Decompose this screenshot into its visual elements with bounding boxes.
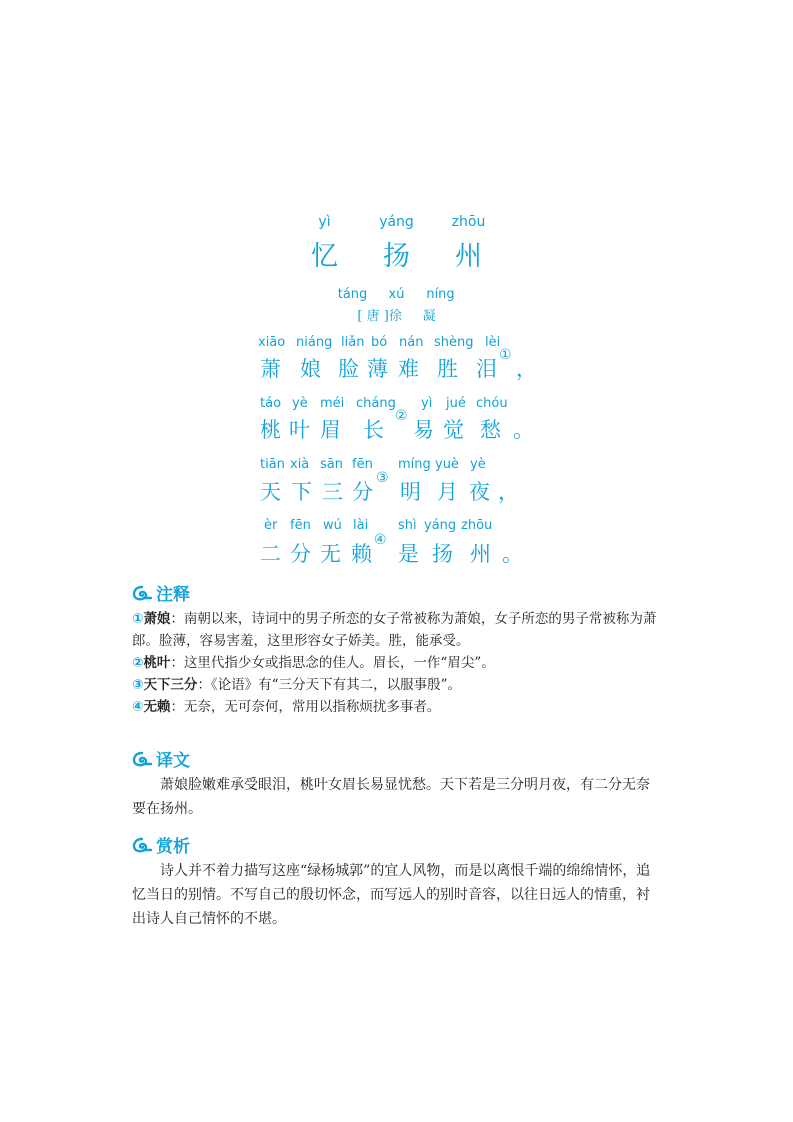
note-number: ③ [132, 677, 144, 693]
dynasty-close: ] [383, 309, 389, 324]
note-text: ：《论语》有“三分天下有其二，以服事殷”。 [197, 677, 461, 693]
note-marker-4: ④ [374, 532, 387, 548]
note-term: 天下三分 [143, 677, 198, 693]
note-marker-3: ③ [376, 470, 389, 486]
note-number: ① [132, 611, 144, 627]
poem-char: 薄 [367, 357, 388, 381]
note-marker-2: ② [395, 408, 408, 424]
pinyin: yè [292, 396, 308, 411]
poem-char: 娘 [300, 357, 321, 381]
author-line [0, 305, 793, 324]
pinyin: nán [399, 335, 424, 350]
poem-char: 二 [260, 542, 281, 566]
poem-char: 扬 [432, 542, 453, 566]
pinyin: táo [260, 396, 282, 411]
pinyin: tiān [260, 457, 285, 472]
title-pinyin-1: yì [318, 214, 331, 230]
pinyin: lèi [485, 335, 501, 350]
poem-char: 分 [352, 480, 373, 504]
translation-title: 译文 [156, 751, 190, 771]
poem-char: 难 [398, 357, 419, 381]
title-char-2: 扬 [383, 241, 410, 272]
note-text: ：这里代指少女或指思念的佳人。眉长，一作“眉尖”。 [170, 655, 495, 671]
dynasty-open: [ [357, 309, 363, 324]
author-pinyin-2: xú [388, 287, 405, 302]
poem-char: 三 [322, 480, 343, 504]
punctuation: 。 [513, 418, 534, 442]
pinyin: míng [398, 457, 431, 472]
pinyin: yì [421, 396, 433, 411]
pinyin: yè [470, 457, 486, 472]
poem-char: 下 [291, 480, 312, 504]
pinyin: shì [398, 518, 417, 533]
poem-char: 分 [290, 542, 311, 566]
pinyin: lài [353, 518, 369, 533]
note-item [132, 696, 662, 718]
pinyin: wú [323, 518, 342, 533]
translation-header [132, 746, 190, 771]
punctuation: ， [516, 357, 537, 381]
poem-char: 赖 [351, 542, 372, 566]
pinyin: cháng [356, 396, 396, 411]
notes-title: 注释 [156, 585, 190, 605]
poem-char: 夜 [469, 480, 490, 504]
pinyin: liǎn [341, 335, 365, 350]
author-name-2: 凝 [422, 309, 436, 324]
poem-char: 叶 [289, 418, 310, 442]
note-term: 萧娘 [143, 611, 171, 627]
pinyin: èr [264, 518, 278, 533]
title-char-1: 忆 [311, 241, 338, 272]
pinyin: jué [446, 396, 466, 411]
swirl-icon [132, 585, 152, 601]
poem-char: 明 [400, 480, 421, 504]
note-item [132, 652, 662, 674]
poem-title [0, 234, 793, 273]
pinyin: zhōu [461, 518, 493, 533]
poem-char: 易 [413, 418, 434, 442]
title-pinyin-2: yáng [379, 214, 414, 230]
pinyin: sān [320, 457, 343, 472]
pinyin: shèng [434, 335, 474, 350]
swirl-icon [132, 751, 152, 767]
pinyin: xiāo [258, 335, 286, 350]
pinyin: fēn [290, 518, 311, 533]
poem-char: 愁 [480, 418, 501, 442]
poem-char: 无 [320, 542, 341, 566]
translation-text: 萧娘脸嫩难承受眼泪，桃叶女眉长易显忧愁。天下若是三分明月夜，有二分无奈要在扬州。 [132, 777, 650, 817]
poem-char: 天 [260, 480, 281, 504]
notes-list [132, 608, 662, 718]
dynasty: 唐 [366, 309, 380, 324]
appreciation-title: 赏析 [156, 837, 190, 857]
poem-char: 桃 [260, 418, 281, 442]
note-text: ：无奈，无可奈何，常用以指称烦扰多事者。 [170, 699, 441, 715]
note-item [132, 674, 662, 696]
poem-char: 是 [398, 542, 419, 566]
poem-char: 胜 [437, 357, 458, 381]
appreciation-text: 诗人并不着力描写这座“绿杨城郭”的宜人风物，而是以离恨千端的绵绵情怀，追忆当日的别情。不写自己的殷切怀念，而写远人的别时音容，以往日远人的情重，衬出诗人自己情怀的不堪。 [132, 863, 651, 927]
note-number: ② [132, 655, 144, 671]
pinyin: méi [320, 396, 345, 411]
author-pinyin-1: táng [337, 287, 368, 302]
title-char-3: 州 [455, 241, 482, 272]
pinyin: niáng [296, 335, 333, 350]
poem-char: 州 [470, 542, 491, 566]
pinyin: fēn [352, 457, 373, 472]
note-text: ：南朝以来，诗词中的男子所恋的女子常被称为萧娘，女子所恋的男子常被称为萧郎。脸薄，容易害羞，这里形容女子娇美。胜，能承受。 [132, 611, 657, 649]
notes-header [132, 580, 190, 605]
poem-char: 眉 [320, 418, 341, 442]
note-term: 桃叶 [143, 655, 171, 671]
punctuation: 。 [502, 542, 523, 566]
note-term: 无赖 [143, 699, 171, 715]
poem-char: 脸 [338, 357, 359, 381]
author-pinyin [0, 287, 793, 302]
note-item [132, 608, 662, 652]
note-marker-1: ① [499, 347, 512, 363]
appreciation-header [132, 832, 190, 857]
pinyin: yáng [424, 518, 457, 533]
note-number: ④ [132, 699, 144, 715]
poem-char: 长 [363, 418, 384, 442]
poem-char: 萧 [260, 357, 281, 381]
title-pinyin-3: zhōu [451, 214, 486, 230]
poem-char: 觉 [443, 418, 464, 442]
swirl-icon [132, 837, 152, 853]
pinyin: bó [371, 335, 388, 350]
poem-char: 月 [437, 480, 458, 504]
pinyin: yuè [435, 457, 459, 472]
author-pinyin-3: níng [426, 287, 455, 302]
poem-char: 泪 [476, 357, 497, 381]
pinyin: chóu [476, 396, 508, 411]
title-pinyin [0, 214, 793, 230]
pinyin: xià [290, 457, 310, 472]
punctuation: ， [498, 480, 519, 504]
author-name-1: 徐 [388, 309, 402, 324]
